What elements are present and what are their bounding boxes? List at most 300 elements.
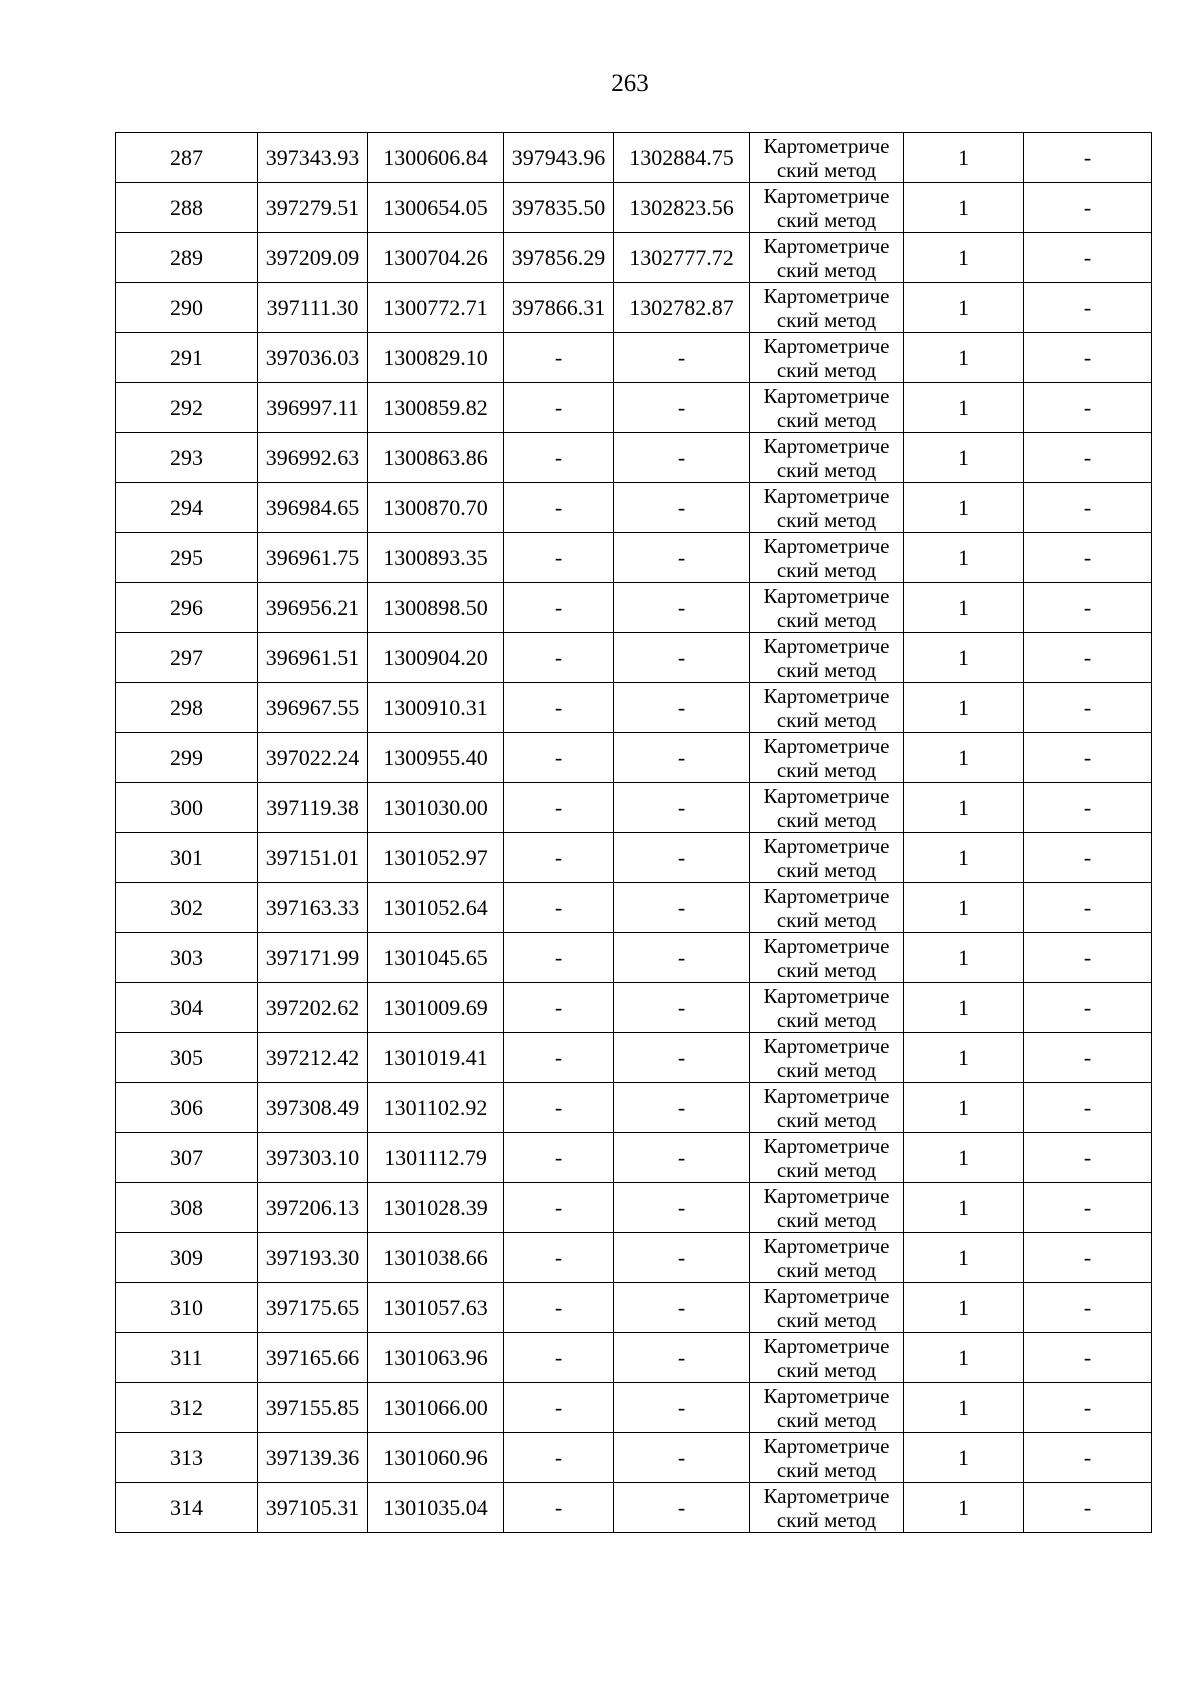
table-row <box>116 583 1152 633</box>
x-old-coordinate-cell: - <box>504 1183 614 1233</box>
point-number-cell: 294 <box>116 483 258 533</box>
y-coordinate-cell: 1301112.79 <box>368 1133 504 1183</box>
x-old-coordinate-cell: - <box>504 883 614 933</box>
x-coordinate-cell: 397193.30 <box>258 1233 368 1283</box>
x-old-coordinate-cell: 397866.31 <box>504 283 614 333</box>
x-old-coordinate-cell: 397835.50 <box>504 183 614 233</box>
x-old-coordinate-cell: - <box>504 1133 614 1183</box>
x-coordinate-cell: 397165.66 <box>258 1333 368 1383</box>
method-cell <box>750 533 904 583</box>
x-coordinate-cell: 397175.65 <box>258 1283 368 1333</box>
method-cell <box>750 1033 904 1083</box>
accuracy-cell: 1 <box>904 1183 1024 1233</box>
description-cell: - <box>1024 133 1152 183</box>
x-old-coordinate-cell: - <box>504 1033 614 1083</box>
coordinates-table <box>115 132 1152 1533</box>
y-old-coordinate-cell: - <box>614 1133 750 1183</box>
method-text-line1: Картометриче <box>763 134 890 158</box>
x-old-coordinate-cell: - <box>504 383 614 433</box>
point-number-cell: 307 <box>116 1133 258 1183</box>
x-coordinate-cell: 396997.11 <box>258 383 368 433</box>
y-old-coordinate-cell: - <box>614 433 750 483</box>
x-old-coordinate-cell: - <box>504 583 614 633</box>
x-old-coordinate-cell: - <box>504 1283 614 1333</box>
accuracy-cell: 1 <box>904 733 1024 783</box>
table-row <box>116 683 1152 733</box>
method-text-line1: Картометриче <box>763 1434 890 1458</box>
y-old-coordinate-cell: - <box>614 833 750 883</box>
table-row <box>116 1283 1152 1333</box>
accuracy-cell: 1 <box>904 1333 1024 1383</box>
y-coordinate-cell: 1301038.66 <box>368 1233 504 1283</box>
table-row <box>116 733 1152 783</box>
x-old-coordinate-cell: - <box>504 833 614 883</box>
method-text-line1: Картометриче <box>763 384 890 408</box>
x-coordinate-cell: 396967.55 <box>258 683 368 733</box>
point-number-cell: 305 <box>116 1033 258 1083</box>
x-old-coordinate-cell: - <box>504 1233 614 1283</box>
method-text-line1: Картометриче <box>763 734 890 758</box>
method-text-line1: Картометриче <box>763 984 890 1008</box>
x-coordinate-cell: 397151.01 <box>258 833 368 883</box>
y-coordinate-cell: 1301102.92 <box>368 1083 504 1133</box>
y-old-coordinate-cell: - <box>614 1383 750 1433</box>
x-coordinate-cell: 396956.21 <box>258 583 368 633</box>
x-coordinate-cell: 397036.03 <box>258 333 368 383</box>
method-cell <box>750 283 904 333</box>
method-text-line2: ский метод <box>776 408 877 432</box>
description-cell: - <box>1024 633 1152 683</box>
x-coordinate-cell: 397202.62 <box>258 983 368 1033</box>
method-text-line1: Картометриче <box>763 884 890 908</box>
table-row <box>116 533 1152 583</box>
y-old-coordinate-cell: 1302777.72 <box>614 233 750 283</box>
y-coordinate-cell: 1300829.10 <box>368 333 504 383</box>
method-text-line1: Картометриче <box>763 1184 890 1208</box>
y-coordinate-cell: 1300772.71 <box>368 283 504 333</box>
y-coordinate-cell: 1301052.64 <box>368 883 504 933</box>
method-text-line2: ский метод <box>776 1258 877 1282</box>
accuracy-cell: 1 <box>904 1033 1024 1083</box>
point-number-cell: 300 <box>116 783 258 833</box>
point-number-cell: 299 <box>116 733 258 783</box>
x-old-coordinate-cell: - <box>504 1083 614 1133</box>
x-coordinate-cell: 396961.51 <box>258 633 368 683</box>
y-coordinate-cell: 1301060.96 <box>368 1433 504 1483</box>
y-coordinate-cell: 1300606.84 <box>368 133 504 183</box>
x-old-coordinate-cell: - <box>504 1483 614 1533</box>
description-cell: - <box>1024 883 1152 933</box>
point-number-cell: 314 <box>116 1483 258 1533</box>
y-coordinate-cell: 1301063.96 <box>368 1333 504 1383</box>
table-row <box>116 1083 1152 1133</box>
accuracy-cell: 1 <box>904 333 1024 383</box>
description-cell: - <box>1024 383 1152 433</box>
method-text-line2: ский метод <box>776 508 877 532</box>
method-cell <box>750 1233 904 1283</box>
method-cell <box>750 583 904 633</box>
description-cell: - <box>1024 833 1152 883</box>
x-old-coordinate-cell: - <box>504 733 614 783</box>
table-row <box>116 1333 1152 1383</box>
description-cell: - <box>1024 1433 1152 1483</box>
method-text-line2: ский метод <box>776 458 877 482</box>
method-cell <box>750 833 904 883</box>
method-cell <box>750 333 904 383</box>
table-row <box>116 1183 1152 1233</box>
y-old-coordinate-cell: - <box>614 883 750 933</box>
x-coordinate-cell: 397206.13 <box>258 1183 368 1233</box>
description-cell: - <box>1024 583 1152 633</box>
table-row <box>116 1233 1152 1283</box>
method-cell <box>750 933 904 983</box>
method-text-line2: ский метод <box>776 908 877 932</box>
method-text-line2: ский метод <box>776 358 877 382</box>
point-number-cell: 292 <box>116 383 258 433</box>
y-coordinate-cell: 1300870.70 <box>368 483 504 533</box>
y-old-coordinate-cell: - <box>614 1333 750 1383</box>
x-old-coordinate-cell: - <box>504 783 614 833</box>
table-row <box>116 1483 1152 1533</box>
point-number-cell: 308 <box>116 1183 258 1233</box>
description-cell: - <box>1024 333 1152 383</box>
y-coordinate-cell: 1301009.69 <box>368 983 504 1033</box>
y-coordinate-cell: 1300863.86 <box>368 433 504 483</box>
accuracy-cell: 1 <box>904 1383 1024 1433</box>
accuracy-cell: 1 <box>904 1433 1024 1483</box>
method-text-line1: Картометриче <box>763 484 890 508</box>
y-old-coordinate-cell: - <box>614 1033 750 1083</box>
description-cell: - <box>1024 1033 1152 1083</box>
x-old-coordinate-cell: - <box>504 983 614 1033</box>
method-cell <box>750 1483 904 1533</box>
description-cell: - <box>1024 933 1152 983</box>
method-text-line2: ский метод <box>776 158 877 182</box>
point-number-cell: 301 <box>116 833 258 883</box>
method-text-line1: Картометриче <box>763 1084 890 1108</box>
accuracy-cell: 1 <box>904 1083 1024 1133</box>
accuracy-cell: 1 <box>904 383 1024 433</box>
y-coordinate-cell: 1300955.40 <box>368 733 504 783</box>
accuracy-cell: 1 <box>904 1233 1024 1283</box>
method-text-line1: Картометриче <box>763 784 890 808</box>
x-old-coordinate-cell: - <box>504 1383 614 1433</box>
method-text-line1: Картометриче <box>763 1284 890 1308</box>
method-text-line2: ский метод <box>776 308 877 332</box>
table-row <box>116 383 1152 433</box>
y-coordinate-cell: 1301030.00 <box>368 783 504 833</box>
accuracy-cell: 1 <box>904 783 1024 833</box>
accuracy-cell: 1 <box>904 583 1024 633</box>
method-cell <box>750 1183 904 1233</box>
point-number-cell: 296 <box>116 583 258 633</box>
y-coordinate-cell: 1301057.63 <box>368 1283 504 1333</box>
point-number-cell: 293 <box>116 433 258 483</box>
table-row <box>116 433 1152 483</box>
y-old-coordinate-cell: - <box>614 783 750 833</box>
point-number-cell: 310 <box>116 1283 258 1333</box>
y-coordinate-cell: 1301052.97 <box>368 833 504 883</box>
x-old-coordinate-cell: 397943.96 <box>504 133 614 183</box>
y-old-coordinate-cell: - <box>614 983 750 1033</box>
table-row <box>116 783 1152 833</box>
description-cell: - <box>1024 1233 1152 1283</box>
y-coordinate-cell: 1300654.05 <box>368 183 504 233</box>
description-cell: - <box>1024 733 1152 783</box>
table-row <box>116 233 1152 283</box>
point-number-cell: 311 <box>116 1333 258 1383</box>
description-cell: - <box>1024 233 1152 283</box>
method-text-line1: Картометриче <box>763 234 890 258</box>
y-coordinate-cell: 1300904.20 <box>368 633 504 683</box>
accuracy-cell: 1 <box>904 633 1024 683</box>
table-row <box>116 483 1152 533</box>
table-row <box>116 183 1152 233</box>
method-text-line2: ский метод <box>776 808 877 832</box>
description-cell: - <box>1024 1183 1152 1233</box>
y-coordinate-cell: 1301028.39 <box>368 1183 504 1233</box>
method-cell <box>750 1283 904 1333</box>
method-cell <box>750 133 904 183</box>
point-number-cell: 291 <box>116 333 258 383</box>
method-cell <box>750 1433 904 1483</box>
x-coordinate-cell: 397155.85 <box>258 1383 368 1433</box>
y-old-coordinate-cell: - <box>614 1283 750 1333</box>
method-cell <box>750 633 904 683</box>
method-cell <box>750 1333 904 1383</box>
method-text-line2: ский метод <box>776 658 877 682</box>
x-coordinate-cell: 397163.33 <box>258 883 368 933</box>
x-coordinate-cell: 397119.38 <box>258 783 368 833</box>
method-cell <box>750 433 904 483</box>
x-coordinate-cell: 397308.49 <box>258 1083 368 1133</box>
method-cell <box>750 883 904 933</box>
method-text-line2: ский метод <box>776 558 877 582</box>
point-number-cell: 297 <box>116 633 258 683</box>
method-cell <box>750 233 904 283</box>
accuracy-cell: 1 <box>904 833 1024 883</box>
point-number-cell: 287 <box>116 133 258 183</box>
y-old-coordinate-cell: - <box>614 533 750 583</box>
method-text-line1: Картометриче <box>763 1134 890 1158</box>
accuracy-cell: 1 <box>904 933 1024 983</box>
table-row <box>116 333 1152 383</box>
y-old-coordinate-cell: 1302782.87 <box>614 283 750 333</box>
x-old-coordinate-cell: - <box>504 933 614 983</box>
y-old-coordinate-cell: - <box>614 583 750 633</box>
x-coordinate-cell: 397111.30 <box>258 283 368 333</box>
x-coordinate-cell: 397303.10 <box>258 1133 368 1183</box>
accuracy-cell: 1 <box>904 133 1024 183</box>
accuracy-cell: 1 <box>904 283 1024 333</box>
method-text-line1: Картометриче <box>763 1334 890 1358</box>
description-cell: - <box>1024 783 1152 833</box>
method-cell <box>750 983 904 1033</box>
table-row <box>116 133 1152 183</box>
accuracy-cell: 1 <box>904 983 1024 1033</box>
method-text-line2: ский метод <box>776 708 877 732</box>
description-cell: - <box>1024 1483 1152 1533</box>
y-coordinate-cell: 1301019.41 <box>368 1033 504 1083</box>
description-cell: - <box>1024 283 1152 333</box>
y-coordinate-cell: 1300893.35 <box>368 533 504 583</box>
y-coordinate-cell: 1300910.31 <box>368 683 504 733</box>
x-coordinate-cell: 396961.75 <box>258 533 368 583</box>
y-old-coordinate-cell: 1302823.56 <box>614 183 750 233</box>
x-old-coordinate-cell: - <box>504 483 614 533</box>
description-cell: - <box>1024 483 1152 533</box>
point-number-cell: 295 <box>116 533 258 583</box>
accuracy-cell: 1 <box>904 1283 1024 1333</box>
description-cell: - <box>1024 1133 1152 1183</box>
method-text-line1: Картометриче <box>763 184 890 208</box>
method-text-line1: Картометриче <box>763 334 890 358</box>
method-text-line1: Картометриче <box>763 634 890 658</box>
table-row <box>116 833 1152 883</box>
y-old-coordinate-cell: - <box>614 1183 750 1233</box>
x-old-coordinate-cell: - <box>504 683 614 733</box>
point-number-cell: 289 <box>116 233 258 283</box>
x-coordinate-cell: 397171.99 <box>258 933 368 983</box>
method-text-line1: Картометриче <box>763 584 890 608</box>
method-text-line2: ский метод <box>776 1058 877 1082</box>
method-text-line1: Картометриче <box>763 284 890 308</box>
y-old-coordinate-cell: - <box>614 933 750 983</box>
y-coordinate-cell: 1301066.00 <box>368 1383 504 1433</box>
y-coordinate-cell: 1300898.50 <box>368 583 504 633</box>
x-old-coordinate-cell: - <box>504 533 614 583</box>
method-text-line2: ский метод <box>776 208 877 232</box>
method-text-line2: ский метод <box>776 1108 877 1132</box>
x-coordinate-cell: 397212.42 <box>258 1033 368 1083</box>
method-text-line1: Картометриче <box>763 434 890 458</box>
x-old-coordinate-cell: 397856.29 <box>504 233 614 283</box>
y-old-coordinate-cell: - <box>614 1433 750 1483</box>
page-number: 263 <box>611 70 649 97</box>
x-old-coordinate-cell: - <box>504 1333 614 1383</box>
point-number-cell: 312 <box>116 1383 258 1433</box>
x-coordinate-cell: 396992.63 <box>258 433 368 483</box>
method-text-line2: ский метод <box>776 1458 877 1482</box>
x-coordinate-cell: 397105.31 <box>258 1483 368 1533</box>
y-old-coordinate-cell: - <box>614 483 750 533</box>
x-coordinate-cell: 396984.65 <box>258 483 368 533</box>
method-text-line1: Картометриче <box>763 834 890 858</box>
x-old-coordinate-cell: - <box>504 333 614 383</box>
x-coordinate-cell: 397139.36 <box>258 1433 368 1483</box>
table-row <box>116 933 1152 983</box>
method-text-line1: Картометриче <box>763 1384 890 1408</box>
table-body <box>116 133 1152 1533</box>
method-text-line2: ский метод <box>776 1408 877 1432</box>
table-row <box>116 1383 1152 1433</box>
table-row <box>116 883 1152 933</box>
method-cell <box>750 1383 904 1433</box>
point-number-cell: 304 <box>116 983 258 1033</box>
y-old-coordinate-cell: - <box>614 1483 750 1533</box>
table-row <box>116 1433 1152 1483</box>
accuracy-cell: 1 <box>904 1483 1024 1533</box>
method-cell <box>750 183 904 233</box>
method-text-line1: Картометриче <box>763 1034 890 1058</box>
description-cell: - <box>1024 1333 1152 1383</box>
method-cell <box>750 383 904 433</box>
method-text-line1: Картометриче <box>763 1484 890 1508</box>
method-cell <box>750 783 904 833</box>
method-text-line2: ский метод <box>776 1308 877 1332</box>
y-old-coordinate-cell: - <box>614 683 750 733</box>
method-text-line1: Картометриче <box>763 684 890 708</box>
method-cell <box>750 1133 904 1183</box>
accuracy-cell: 1 <box>904 533 1024 583</box>
x-coordinate-cell: 397279.51 <box>258 183 368 233</box>
method-text-line1: Картометриче <box>763 934 890 958</box>
y-coordinate-cell: 1300859.82 <box>368 383 504 433</box>
method-text-line2: ский метод <box>776 258 877 282</box>
accuracy-cell: 1 <box>904 683 1024 733</box>
method-text-line2: ский метод <box>776 1008 877 1032</box>
accuracy-cell: 1 <box>904 883 1024 933</box>
point-number-cell: 288 <box>116 183 258 233</box>
method-text-line1: Картометриче <box>763 1234 890 1258</box>
method-text-line2: ский метод <box>776 1358 877 1382</box>
method-text-line2: ский метод <box>776 608 877 632</box>
y-coordinate-cell: 1300704.26 <box>368 233 504 283</box>
description-cell: - <box>1024 533 1152 583</box>
method-text-line2: ский метод <box>776 1508 877 1532</box>
y-old-coordinate-cell: - <box>614 383 750 433</box>
description-cell: - <box>1024 1083 1152 1133</box>
description-cell: - <box>1024 433 1152 483</box>
method-cell <box>750 733 904 783</box>
table-row <box>116 1133 1152 1183</box>
description-cell: - <box>1024 683 1152 733</box>
y-coordinate-cell: 1301045.65 <box>368 933 504 983</box>
y-old-coordinate-cell: - <box>614 633 750 683</box>
point-number-cell: 309 <box>116 1233 258 1283</box>
accuracy-cell: 1 <box>904 233 1024 283</box>
point-number-cell: 298 <box>116 683 258 733</box>
y-coordinate-cell: 1301035.04 <box>368 1483 504 1533</box>
x-coordinate-cell: 397209.09 <box>258 233 368 283</box>
table-row <box>116 983 1152 1033</box>
description-cell: - <box>1024 183 1152 233</box>
x-old-coordinate-cell: - <box>504 633 614 683</box>
table-row <box>116 633 1152 683</box>
point-number-cell: 306 <box>116 1083 258 1133</box>
method-text-line2: ский метод <box>776 858 877 882</box>
table-row <box>116 1033 1152 1083</box>
y-old-coordinate-cell: - <box>614 1233 750 1283</box>
method-cell <box>750 683 904 733</box>
point-number-cell: 313 <box>116 1433 258 1483</box>
point-number-cell: 302 <box>116 883 258 933</box>
method-cell <box>750 1083 904 1133</box>
description-cell: - <box>1024 983 1152 1033</box>
method-text-line2: ский метод <box>776 958 877 982</box>
description-cell: - <box>1024 1283 1152 1333</box>
method-text-line2: ский метод <box>776 1158 877 1182</box>
method-text-line1: Картометриче <box>763 534 890 558</box>
method-text-line2: ский метод <box>776 758 877 782</box>
x-coordinate-cell: 397343.93 <box>258 133 368 183</box>
accuracy-cell: 1 <box>904 183 1024 233</box>
method-cell <box>750 483 904 533</box>
y-old-coordinate-cell: - <box>614 733 750 783</box>
accuracy-cell: 1 <box>904 1133 1024 1183</box>
description-cell: - <box>1024 1383 1152 1433</box>
point-number-cell: 303 <box>116 933 258 983</box>
